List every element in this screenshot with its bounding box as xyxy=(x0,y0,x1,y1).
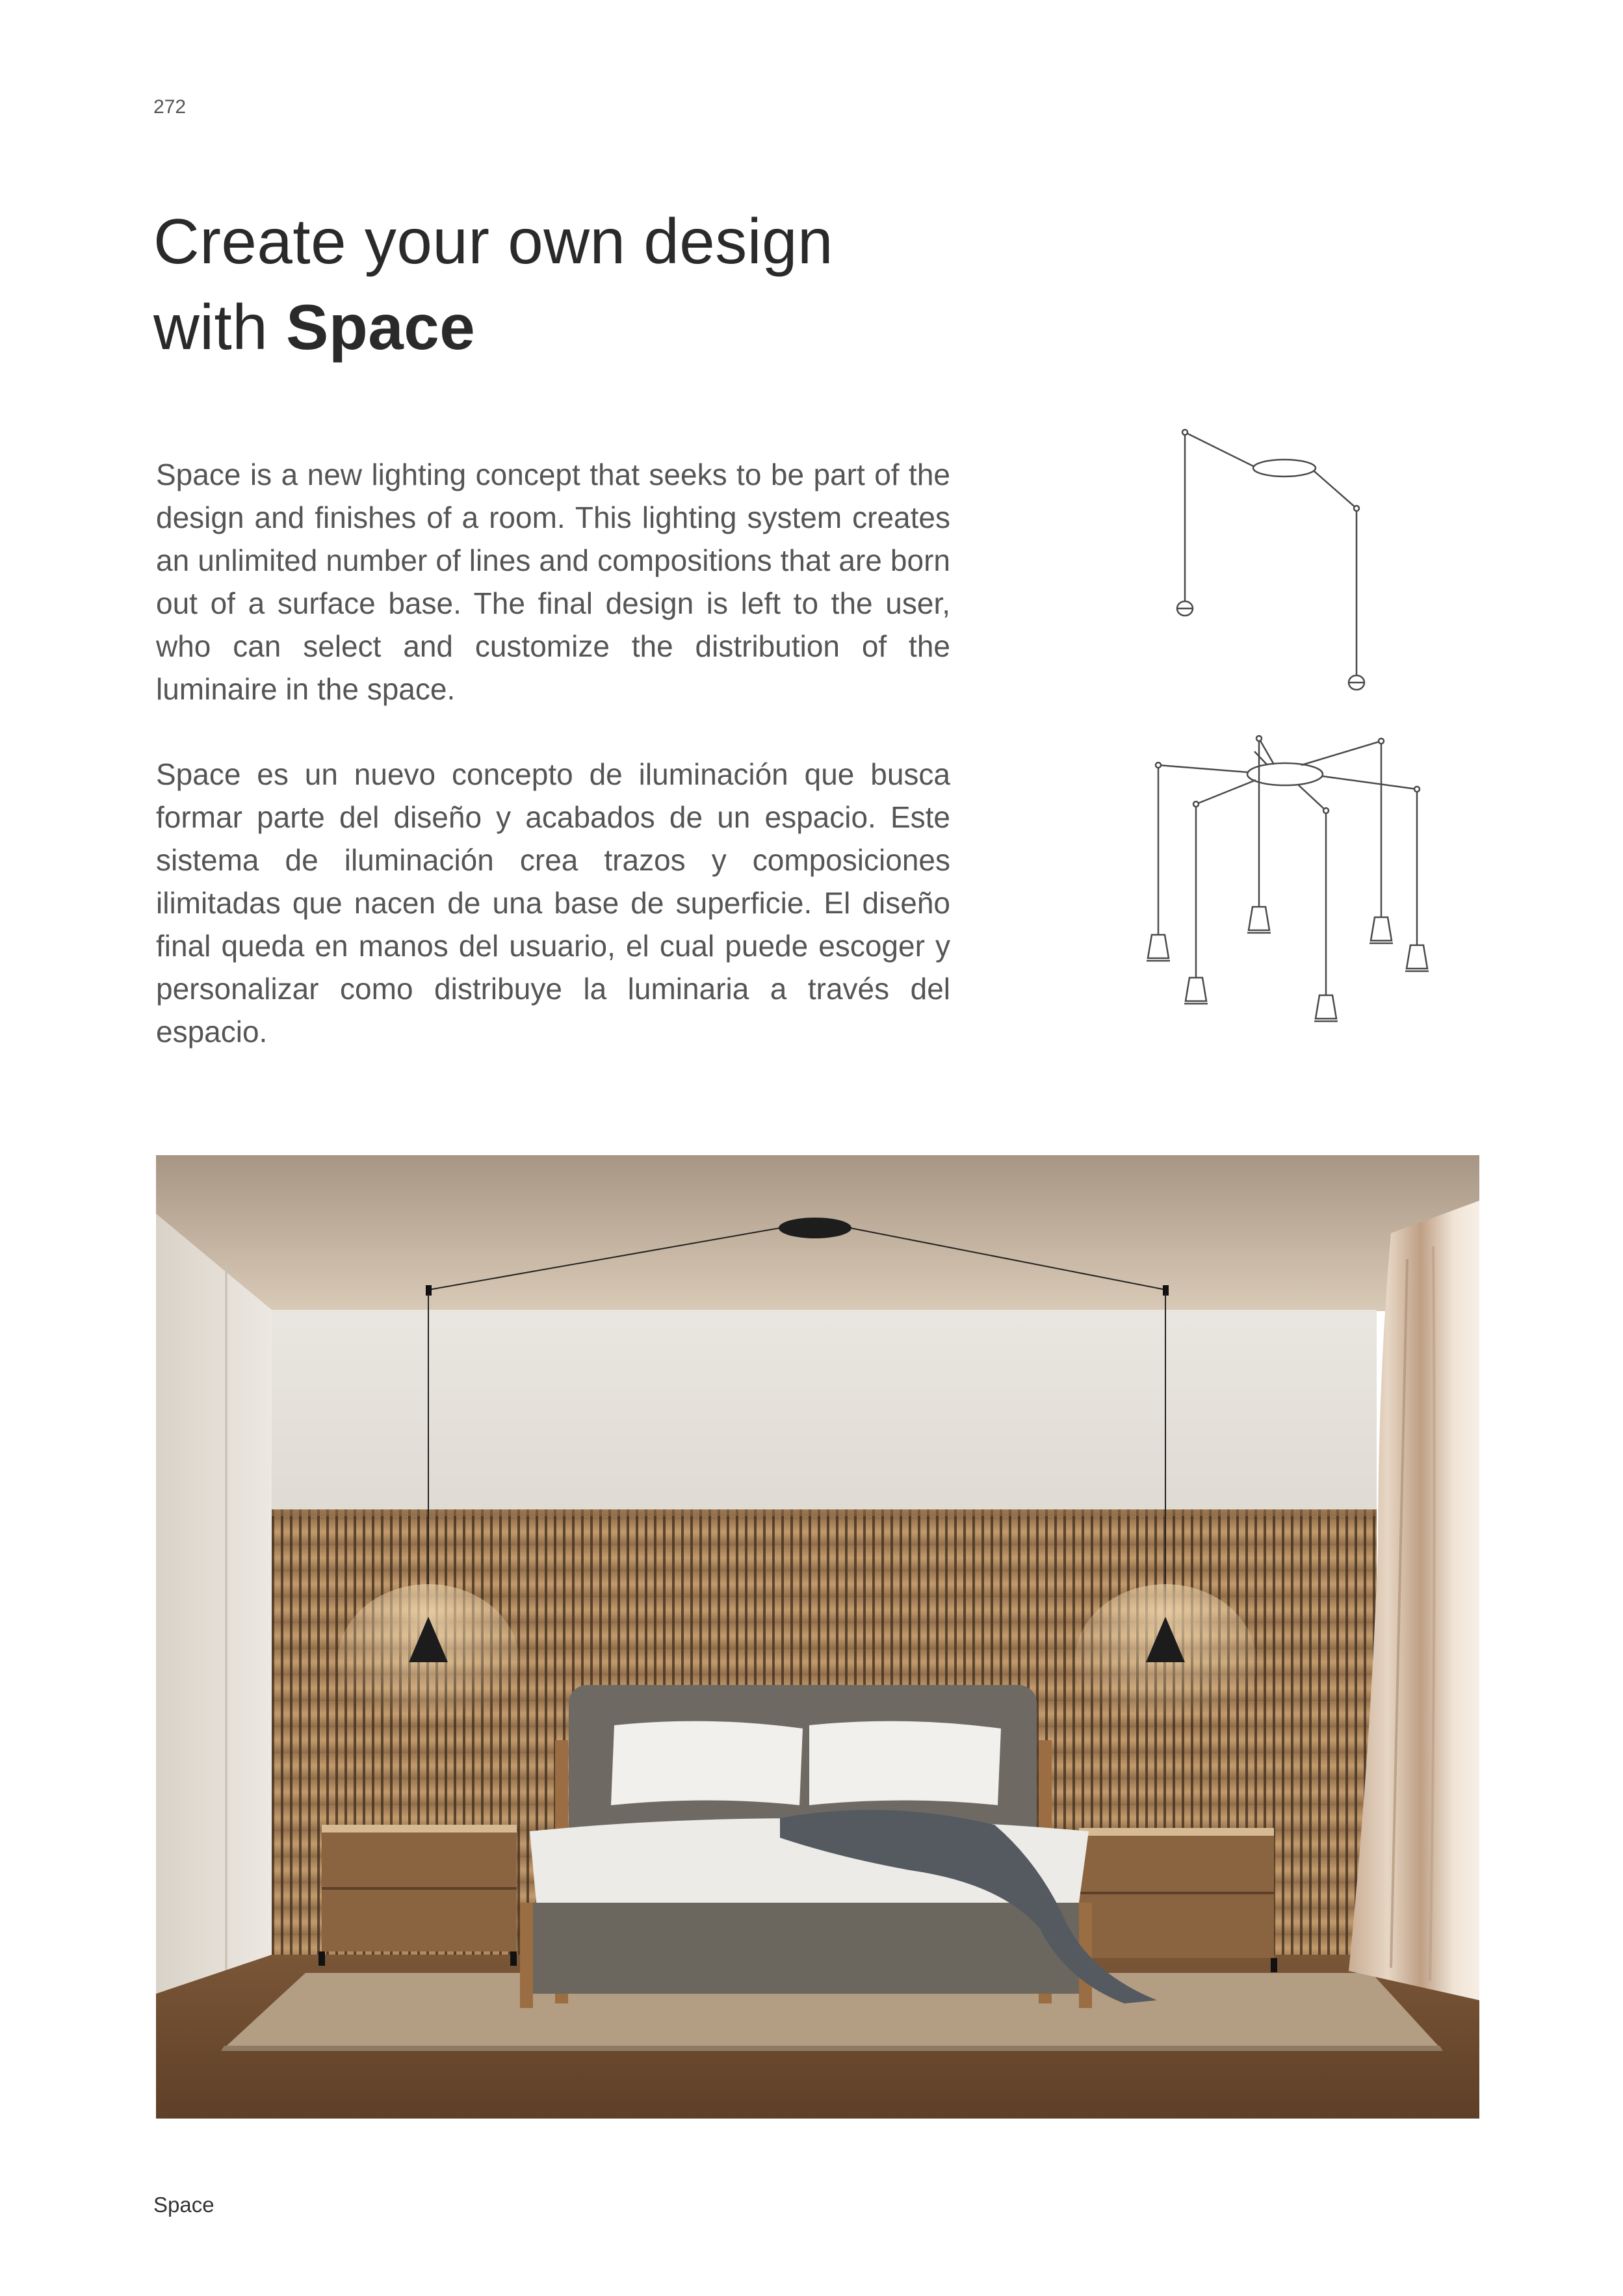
shade-6 xyxy=(1405,945,1429,971)
shade-1 xyxy=(1147,935,1170,961)
bed-base xyxy=(533,1903,1079,1994)
title-line-1: Create your own design xyxy=(153,205,834,277)
cable-right xyxy=(1314,471,1357,508)
nightstand-left xyxy=(318,1825,517,1966)
anchor-right xyxy=(1354,506,1359,511)
shade-5 xyxy=(1370,917,1393,943)
shade-3 xyxy=(1247,907,1271,933)
canopy-base xyxy=(1253,460,1316,476)
shade-4 xyxy=(1314,995,1338,1021)
description-spanish: Space es un nuevo concepto de iluminación que busca formar parte del diseño y acabados de un espacio. Este sistema de iluminación crea trazos y composiciones ilimitadas que nacen de una base de superficie. El diseño final queda en manos del usuario, el cual puede escoger y personalizar como distribuye la luminaria a través del espacio. xyxy=(156,757,950,1049)
six-pendant-diagram xyxy=(1131,728,1443,1034)
title-line-2-prefix: with xyxy=(153,291,287,363)
cable-left xyxy=(1185,432,1253,466)
description-english: Space is a new lighting concept that seeks to be part of the design and finishes of a room. This lighting system creates an unlimited number of lines and compositions that are born out of a surface base. The final design is left to the user, who can select and customize the distribution of the luminaire in the space. xyxy=(156,458,950,706)
nightstand-right xyxy=(1079,1828,1277,1972)
two-pendant-diagram xyxy=(1163,423,1410,702)
bedroom-photo xyxy=(156,1155,1479,2119)
page-number: 272 xyxy=(153,96,187,118)
title-brand-name: Space xyxy=(286,291,476,363)
anchor-left xyxy=(1182,430,1188,435)
left-wall xyxy=(156,1214,272,1994)
footer-section-label: Space xyxy=(153,2193,214,2217)
page-title xyxy=(153,198,833,370)
shade-2 xyxy=(1184,978,1208,1004)
pillow-left xyxy=(611,1721,803,1805)
pillow-right xyxy=(809,1721,1001,1805)
ceiling-canopy xyxy=(779,1218,851,1238)
